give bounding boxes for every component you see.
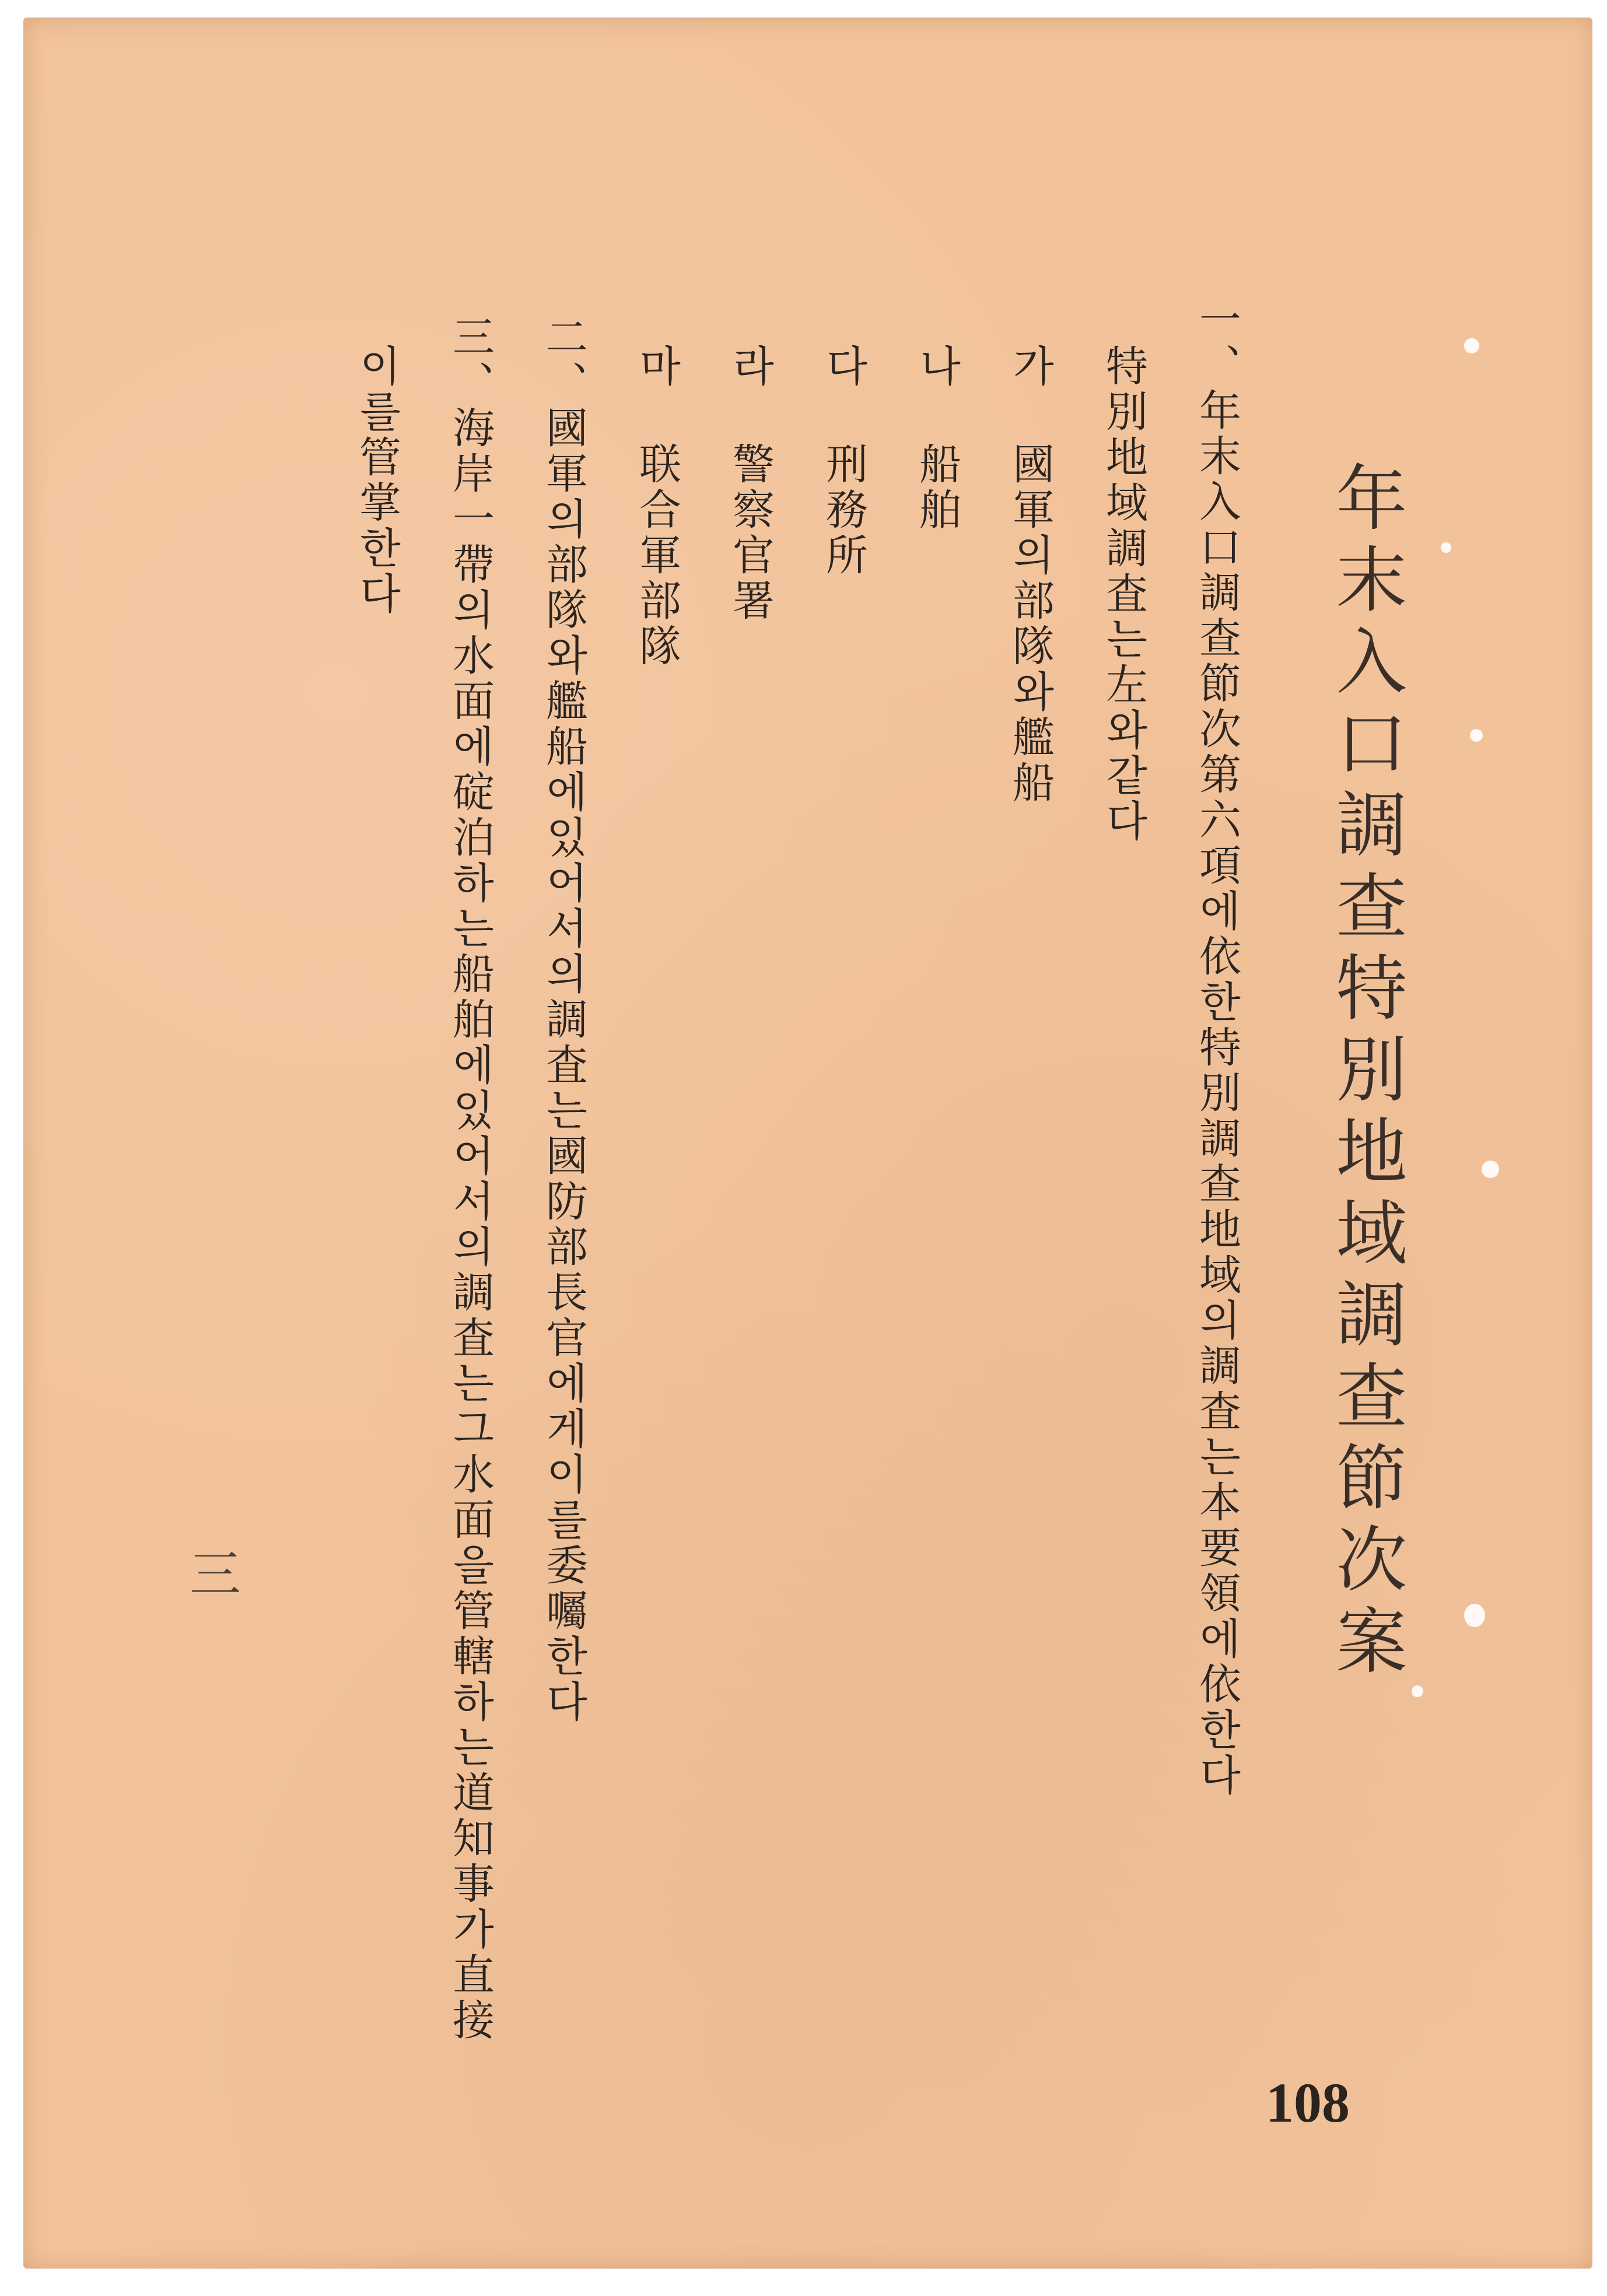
body-column-1: 一、年末入口調查節次第六項에依한特別調查地域의調査는本要領에依한다 <box>1192 297 1241 1799</box>
body-column-5: 다 刑務所 <box>819 344 868 579</box>
body-column-7: 마 联合軍部隊 <box>632 344 681 669</box>
paper-speck <box>1482 1161 1499 1178</box>
paper-speck <box>1412 1685 1423 1697</box>
body-column-9: 三、海岸一帶의水面에碇泊하는船舶에있어서의調査는그水面을管轄하는道知事가直接 <box>446 315 495 2043</box>
paper-speck <box>1441 542 1451 553</box>
paper-speck <box>1464 1604 1485 1627</box>
body-column-3: 가 國軍의部隊와艦船 <box>1006 344 1055 806</box>
body-column-6: 라 警察官署 <box>726 344 775 624</box>
body-column-2: 特別地域調査는左와같다 <box>1099 344 1148 844</box>
page-side-mark: 三 <box>190 1544 241 1604</box>
paper-speck <box>1464 338 1479 353</box>
paper-speck <box>1470 729 1483 742</box>
body-column-4: 나 船舶 <box>912 344 961 533</box>
document-page <box>23 17 1592 2269</box>
body-column-10: 이를管掌한다 <box>352 344 401 617</box>
page-number: 108 <box>1266 2071 1350 2134</box>
document-title: 年末入口調查特別地域調查節次案 <box>1324 461 1407 1685</box>
body-column-8: 二、國軍의部隊와艦船에있어서의調査는國防部長官에게이를委囑한다 <box>539 315 588 1725</box>
